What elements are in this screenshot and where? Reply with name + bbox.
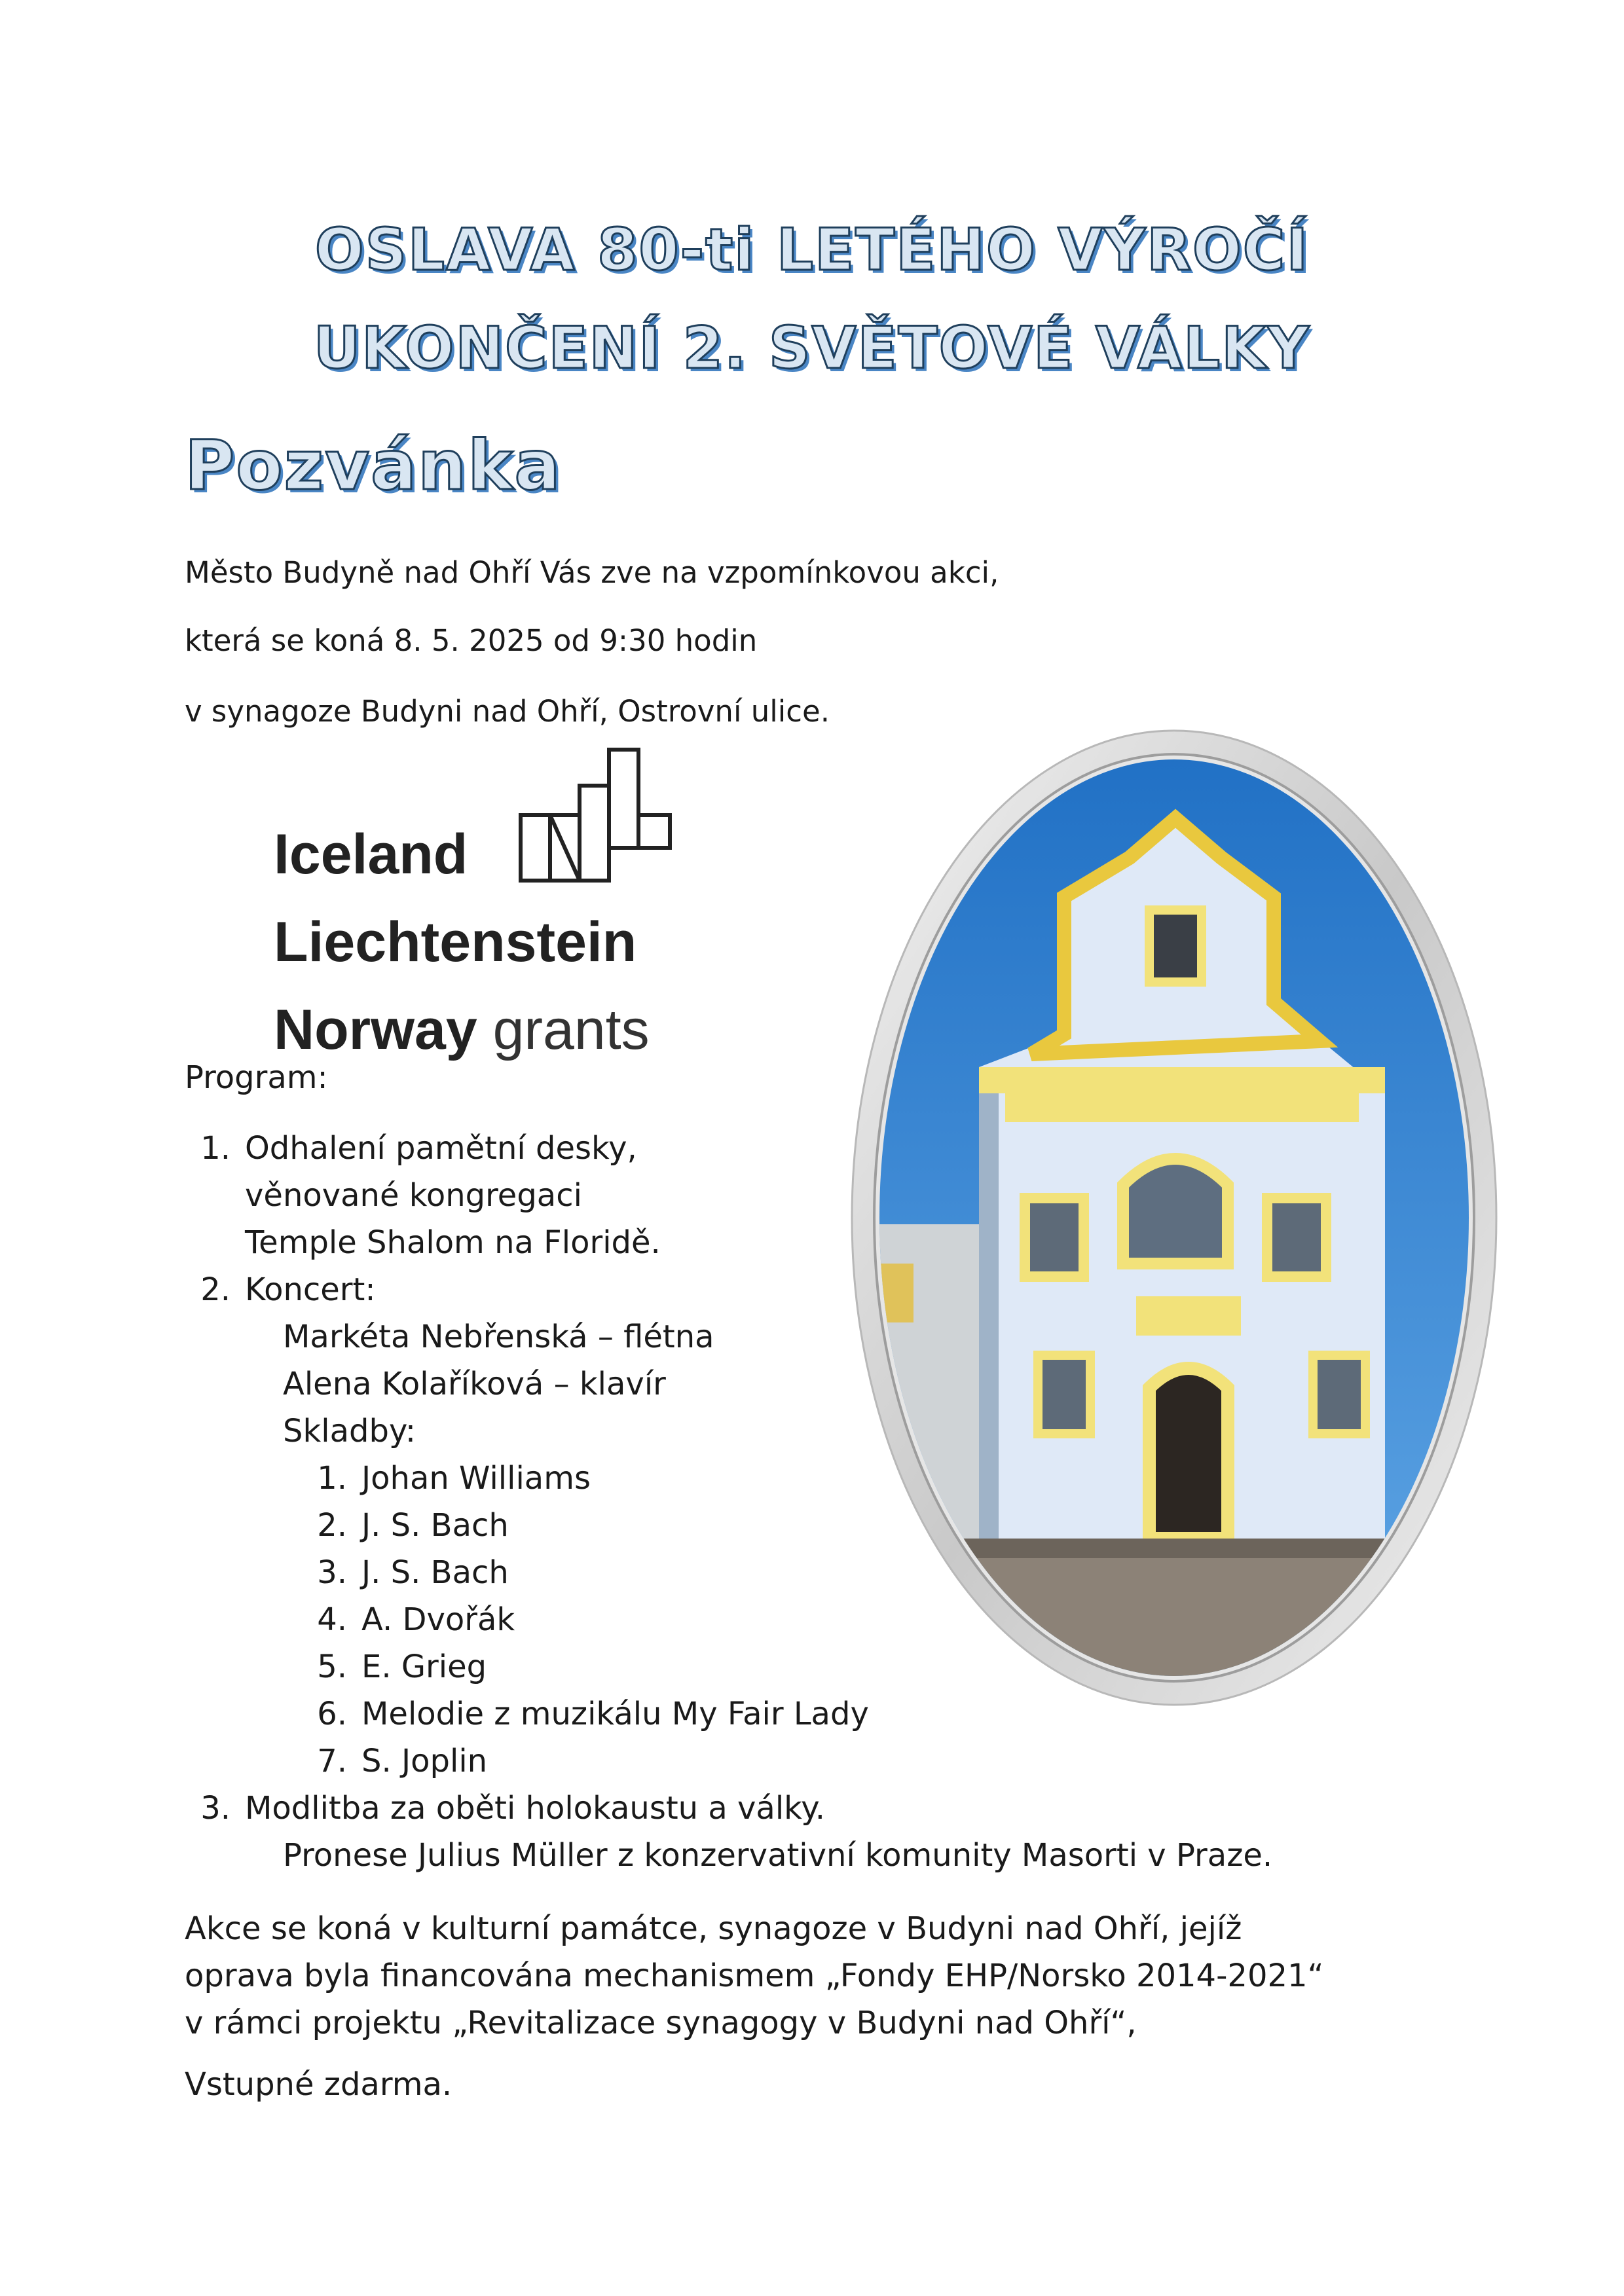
program-item-1-number: 1. [200,1130,231,1167]
closing-line-3: v rámci projektu „Revitalizace synagogy v Budyni nad Ohří“, [185,2005,1137,2041]
pieces-label: Skladby: [283,1413,416,1449]
admission-note: Vstupné zdarma. [185,2066,452,2103]
piece-6: 6. Melodie z muzikálu My Fair Lady [317,1696,869,1732]
program-item-2-title: Koncert: [245,1271,376,1308]
grants-logo-icon [517,746,674,890]
performer-2: Alena Kolaříková – klavír [283,1366,666,1402]
intro-line-2: která se koná 8. 5. 2025 od 9:30 hodin [185,623,758,658]
program-item-3-title: Modlitba za oběti holokaustu a války. [245,1790,826,1827]
logo-line-grants: grants [492,998,650,1061]
piece-2: 2. J. S. Bach [317,1507,509,1544]
closing-line-1: Akce se koná v kulturní památce, synagoze v Budyni nad Ohří, jejíž [185,1910,1242,1947]
synagogue-photo [848,727,1500,1709]
piece-4: 4. A. Dvořák [317,1601,515,1638]
program-item-1-line-1: Odhalení pamětní desky, [245,1130,637,1167]
logo-line-norway: Norway [274,998,477,1061]
performer-1: Markéta Nebřenská – flétna [283,1319,714,1355]
piece-1: 1. Johan Williams [317,1460,591,1497]
piece-7: 7. S. Joplin [317,1743,488,1779]
intro-line-3: v synagoze Budyni nad Ohří, Ostrovní ulice. [185,694,830,729]
program-label: Program: [185,1059,328,1096]
program-item-2-number: 2. [200,1271,231,1308]
program-item-3 [185,1790,826,1827]
headline-line-1: OSLAVA 80-ti LETÉHO VÝROČÍ [314,216,1310,283]
invitation-title: Pozvánka [185,426,562,505]
piece-5: 5. E. Grieg [317,1649,487,1685]
closing-line-2: oprava byla financována mechanismem „Fondy EHP/Norsko 2014-2021“ [185,1958,1324,1994]
logo-line-liechtenstein: Liechtenstein [274,911,637,974]
closing-paragraph [185,1905,1494,2047]
intro-line-1: Město Budyně nad Ohří Vás zve na vzpomínkovou akci, [185,555,999,590]
headline-line-2: UKONČENÍ 2. SVĚTOVÉ VÁLKY [313,314,1311,382]
program-item-3-number: 3. [200,1790,231,1827]
program-item-3-detail: Pronese Julius Müller z konzervativní komunity Masorti v Praze. [283,1837,1273,1874]
program-item-2 [185,1271,376,1308]
program-item-1-line-2: věnované kongregaci [245,1177,582,1214]
program-item-1 [185,1130,637,1167]
program-item-1-line-3: Temple Shalom na Floridě. [245,1224,661,1261]
piece-3: 3. J. S. Bach [317,1554,509,1591]
logo-line-iceland: Iceland [274,823,468,886]
synagogue-illustration [848,727,1500,1709]
